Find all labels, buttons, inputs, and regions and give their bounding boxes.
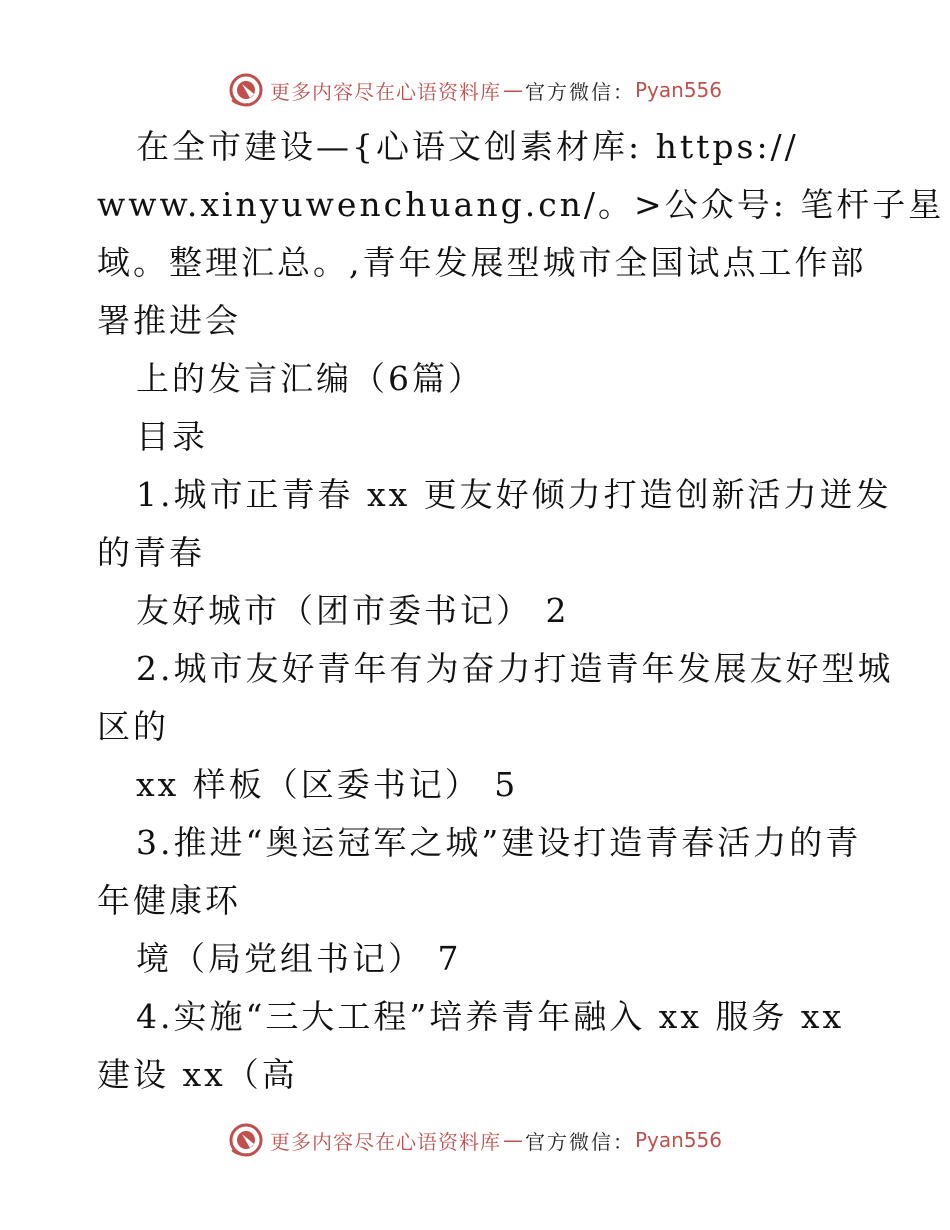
body-line-3: 域。整理汇总。,青年发展型城市全国试点工作部 xyxy=(97,243,867,282)
header-watermark-banner xyxy=(0,66,950,114)
banner-separator: — xyxy=(502,78,523,102)
toc-item-1-line-2: 的青春 xyxy=(97,533,205,572)
banner-wechat-id: Pyan556 xyxy=(634,78,722,102)
toc-item-2-line-3: xx 样板（区委书记） 5 xyxy=(136,765,519,804)
toc-item-3-line-3: 境（局党组书记） 7 xyxy=(136,939,462,978)
banner-official-label: 官方微信： xyxy=(524,1129,635,1154)
banner-brand-text: 更多内容尽在心语资料库 xyxy=(269,1129,501,1154)
toc-heading: 目录 xyxy=(136,417,208,456)
toc-item-3-line-1: 3.推进“奥运冠军之城”建设打造青春活力的青 xyxy=(136,823,862,862)
document-body xyxy=(97,118,945,1104)
toc-item-1-line-3: 友好城市（团市委书记） 2 xyxy=(136,591,570,630)
toc-item-4-line-2: 建设 xx（高 xyxy=(97,1055,298,1094)
toc-item-4-line-1: 4.实施“三大工程”培养青年融入 xx 服务 xx xyxy=(136,997,845,1036)
xinyu-logo-icon xyxy=(228,1122,264,1158)
banner-official-label: 官方微信： xyxy=(524,79,635,104)
toc-item-2-line-2: 区的 xyxy=(97,707,169,746)
banner-separator: — xyxy=(502,1128,523,1152)
title-line: 上的发言汇编（6篇） xyxy=(136,359,484,398)
body-line-2: www.xinyuwenchuang.cn/。>公众号: 笔杆子星 xyxy=(97,185,945,224)
body-line-4: 署推进会 xyxy=(97,301,241,340)
toc-item-1-line-1: 1.城市正青春 xx 更友好倾力打造创新活力迸发 xyxy=(136,475,892,514)
xinyu-logo-icon xyxy=(228,72,264,108)
banner-wechat-id: Pyan556 xyxy=(634,1128,722,1152)
toc-item-2-line-1: 2.城市友好青年有为奋力打造青年发展友好型城 xyxy=(136,649,894,688)
footer-watermark-banner xyxy=(0,1116,950,1164)
body-line-1: 在全市建设—{心语文创素材库: https:// xyxy=(136,127,799,166)
banner-brand-text: 更多内容尽在心语资料库 xyxy=(269,79,501,104)
toc-item-3-line-2: 年健康环 xyxy=(97,881,241,920)
